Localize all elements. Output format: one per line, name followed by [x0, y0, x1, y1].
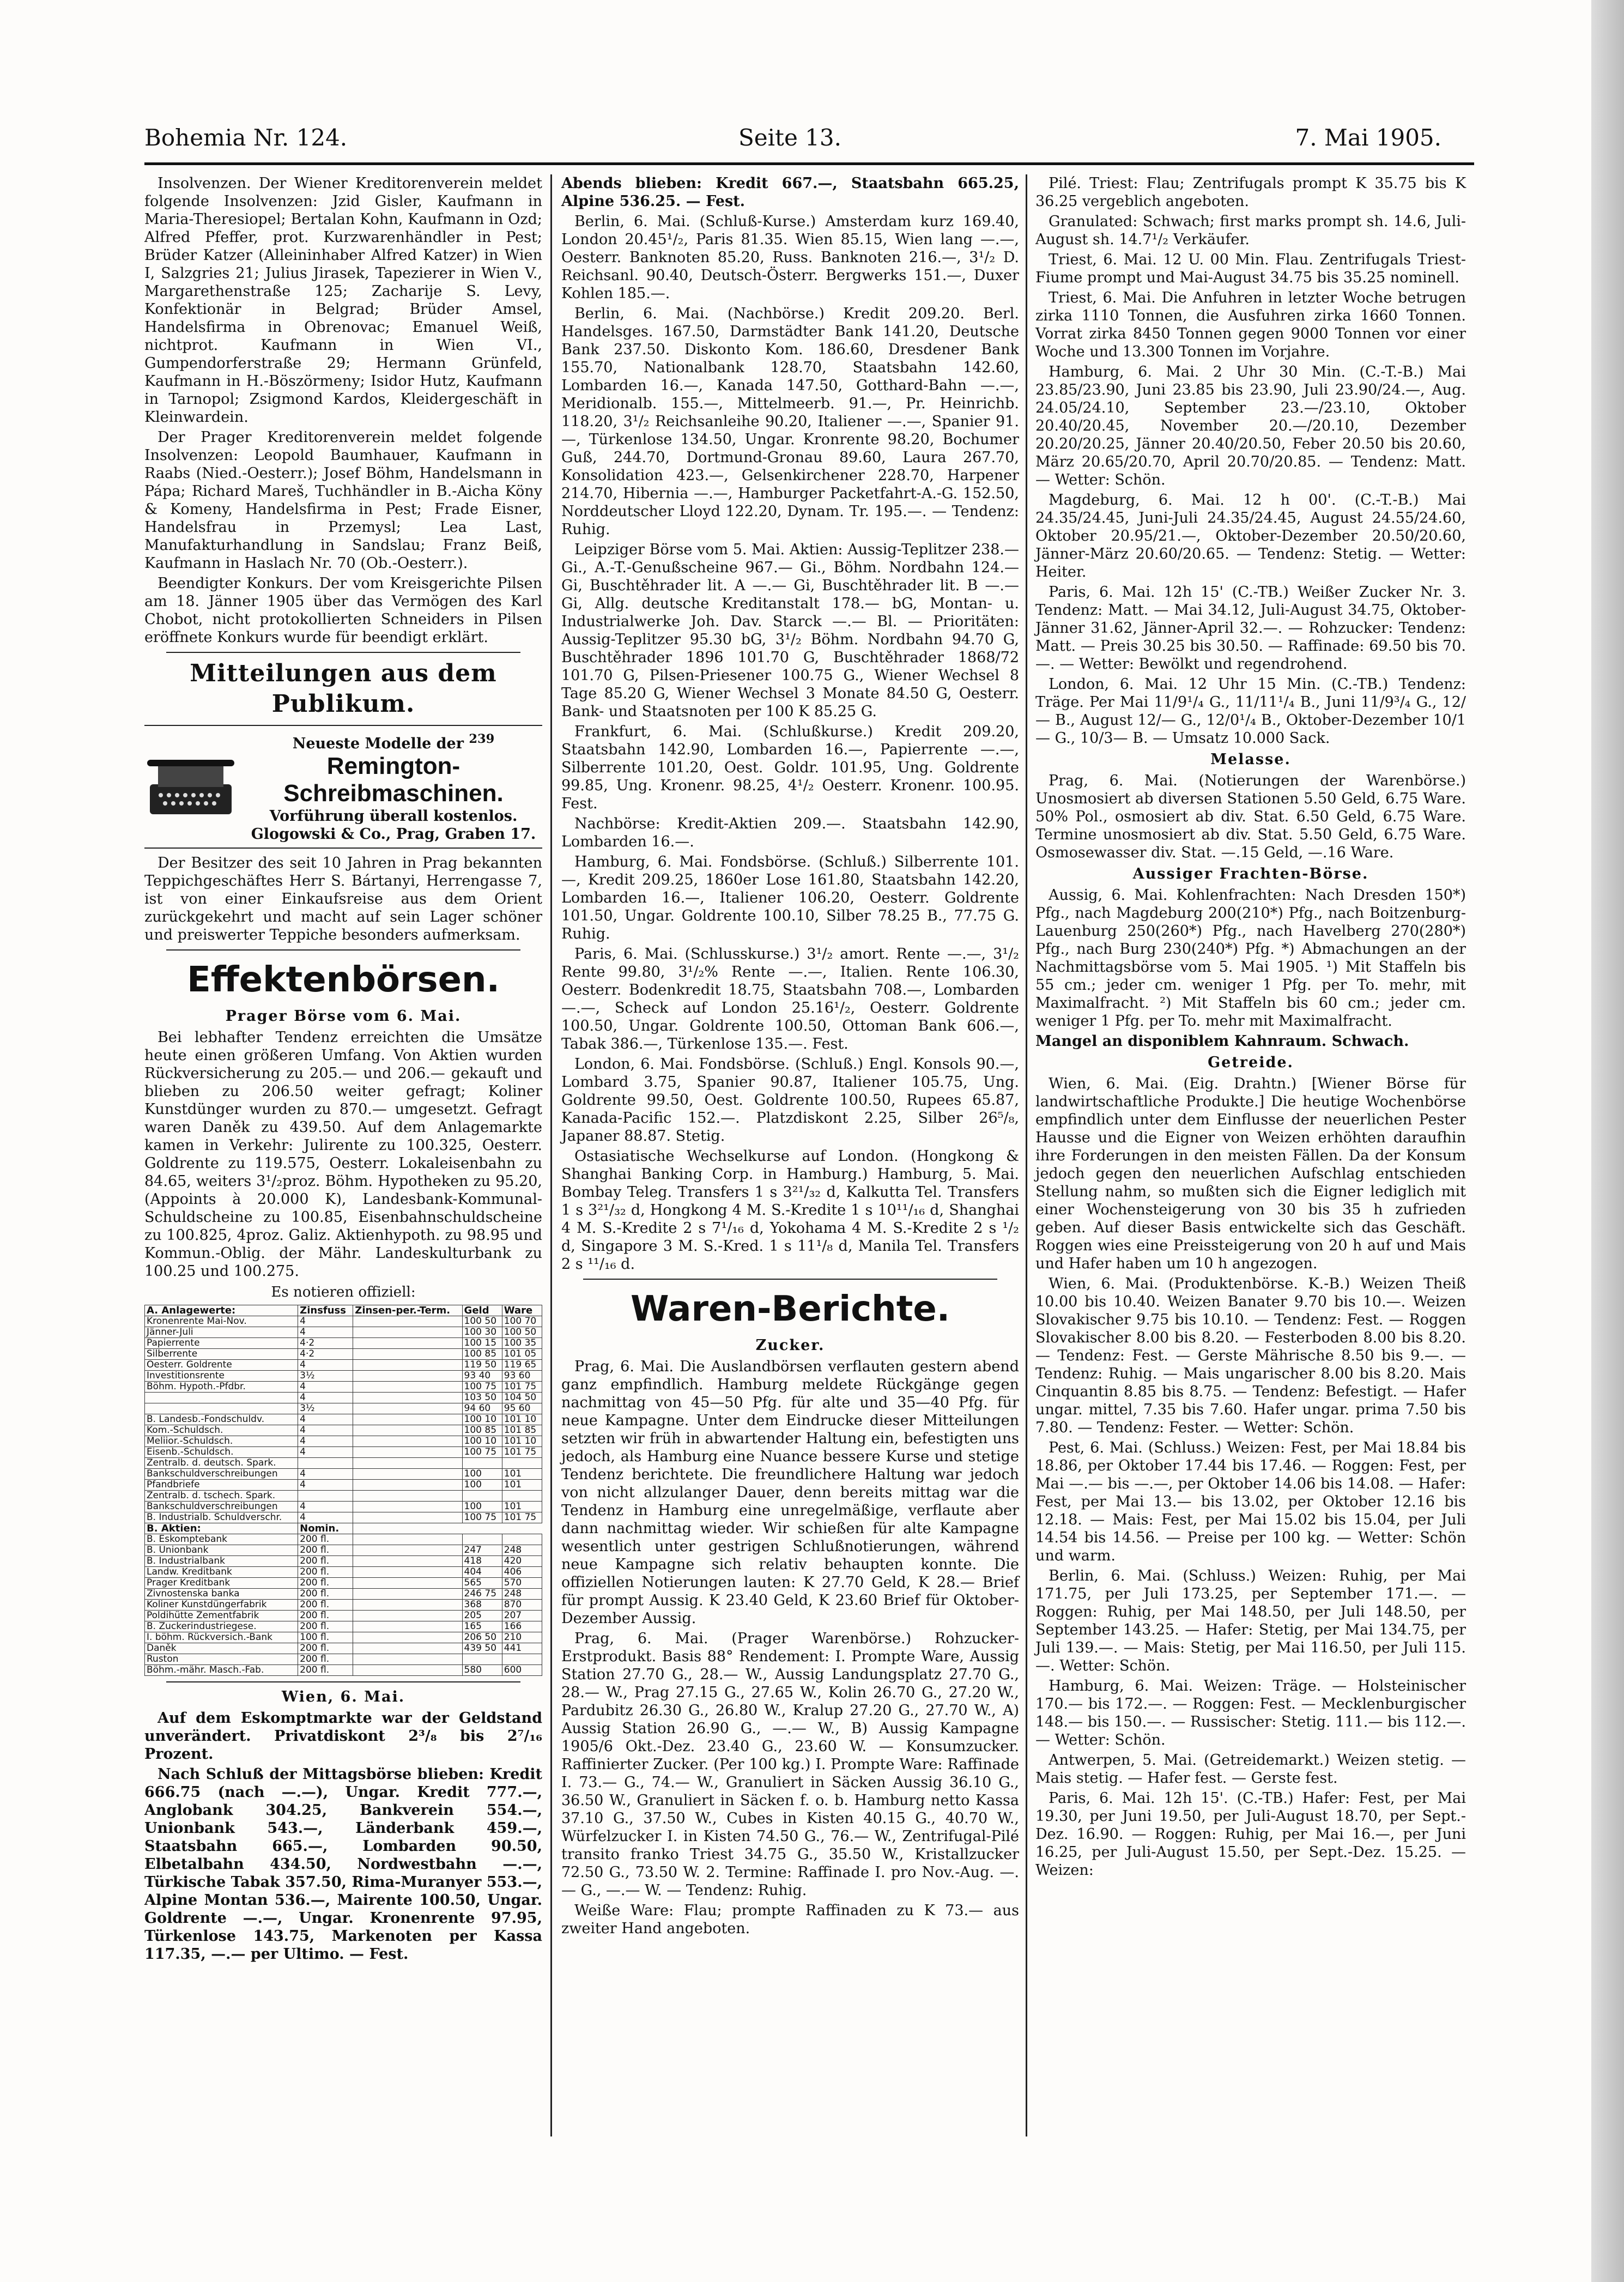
table-cell: 600: [502, 1665, 542, 1676]
subheading: Aussiger Frachten-Börse.: [1132, 865, 1369, 882]
table-row: [145, 1502, 542, 1512]
table-cell: Silberrente: [145, 1349, 298, 1360]
divider: [583, 1279, 997, 1280]
table-cell: Eisenb.-Schuldsch.: [145, 1447, 298, 1458]
table-cell: 4: [298, 1480, 353, 1491]
paris-grain: Paris, 6. Mai. 12h 15'. (C.-TB.) Hafer: Fest, per Mai 19.30, per Juni 19.50, per Juli-August 18.70, per Sept.-Dez. 16.90. — Roggen: Ruhig, per Mai 16.—, per Juni 16.25, per Juli-August 15.50, per Sept.-Dez. 15.25. — Weizen:: [1035, 1790, 1466, 1879]
table-cell: 4: [298, 1360, 353, 1371]
table-header-cell: Geld: [462, 1305, 502, 1316]
table-cell: [145, 1403, 298, 1414]
prague-exchange-text: Bei lebhafter Tendenz erreichten die Umsätze heute einen größeren Umfang. Von Aktien wurden Rückversicherung zu 205.— und 206.— gekauft und blieben zu 206.50 weiter gefragt; Koliner Kunstdünger wurden zu 870.— umgesetzt. Gefragt waren Daněk zu 439.50. Auf dem Anlagemarkte kamen in Verkehr: Julirente zu 100.325, Oesterr. Goldrente zu 119.575, Oesterr. Lokaleisenbahn zu 84.65, weiters 3¹/₂proz. Böhm. Hypotheken zu 95.20, (Appoints à 20.000 K), Landesbank-Kommunal-Schuldscheine zu 100.85, Eisenbahnschuldscheine zu 100.825, 4proz. Galiz. Aktienhypoth. zu 98.95 und Kommun.-Oblig. der Mähr. Landeskulturbank zu 100.25 und 100.275.: [144, 1029, 542, 1280]
table-cell: [353, 1327, 462, 1338]
table-cell: 210: [502, 1632, 542, 1643]
vienna-text: Auf dem Eskomptmarkte war der Geldstand unverändert. Privatdiskont 2³/₈ bis 2⁷/₁₆ Prozent.: [144, 1710, 542, 1763]
table-cell: B. Industrialb. Schuldverschr.: [145, 1512, 298, 1523]
table-row: [145, 1589, 542, 1600]
vienna-products: Wien, 6. Mai. (Produktenbörse. K.-B.) Weizen Theiß 10.00 bis 10.40. Weizen Banater 9.70 bis 10.—. Weizen Slovakischer 9.75 bis 10.10. — Tendenz: Fest. — Roggen Slovakischer 8.00 bis 8.20. — Festerboden 8.00 bis 8.20. — Tendenz: Fest. — Gerste Mährische 8.50 bis 9.—. — Tendenz: Ruhig. — Mais ungarischer 8.00 bis 8.20. Mais Cinquantin 8.85 bis 8.75. — Tendenz: Befestigt. — Hafer ungar. mittel, 7.35 bis 7.60. Hafer ungar. prima 7.50 bis 7.80. — Tendenz: Fester. — Wetter: Schön.: [1035, 1275, 1466, 1436]
table-cell: 100 fl.: [298, 1632, 353, 1643]
table-cell: [353, 1316, 462, 1327]
table-cell: 95 60: [502, 1403, 542, 1414]
column-2: [561, 174, 1019, 1940]
freight-note: Mangel an disponiblem Kahnraum. Schwach.: [1035, 1033, 1409, 1050]
paris-sugar: Paris, 6. Mai. 12h 15' (C.-TB.) Weißer Zucker Nr. 3. Tendenz: Matt. — Mai 34.12, Juli-August 34.75, Oktober-Jänner 31.62, Jänner-April 32.—. — Rohzucker: Tendenz: Matt. — Preis 30.25 bis 30.50. — Raffinade: 69.50 bis 70.—. — Wetter: Bewölkt und regendrohend.: [1035, 584, 1466, 673]
table-cell: 101: [502, 1480, 542, 1491]
table-cell: [353, 1480, 462, 1491]
table-row: [145, 1316, 542, 1327]
table-cell: [353, 1458, 462, 1469]
table-cell: 207: [502, 1611, 542, 1621]
table-cell: [145, 1393, 298, 1403]
table-row: [145, 1414, 542, 1425]
table-cell: 200 fl.: [298, 1567, 353, 1578]
table-row: [145, 1654, 542, 1665]
table-cell: 205: [462, 1611, 502, 1621]
table-row: [145, 1371, 542, 1382]
table-row: [145, 1643, 542, 1654]
ad-line: Vorführung überall kostenlos.: [269, 808, 518, 825]
table-row: [145, 1491, 542, 1502]
frankfurt-close: Frankfurt, 6. Mai. (Schlußkurse.) Kredit 209.20, Staatsbahn 142.90, Lombarden 16.—, Papierrente —.—, Silberrente 101.20, Oest. Goldr. 101.95, Ung. Goldrente 99.85, Ung. Kronenr. 98.25, 4¹/₂ Oesterr. Kronenr. 100.95. Fest.: [561, 723, 1019, 812]
divider: [166, 652, 520, 653]
table-cell: [298, 1491, 353, 1502]
column-divider: [550, 174, 552, 2136]
table-cell: 406: [502, 1567, 542, 1578]
table-header-cell: B. Aktien:: [145, 1523, 298, 1534]
east-asia-rates: Ostasiatische Wechselkurse auf London. (Hongkong & Shanghai Banking Corp. in Hamburg.) Hamburg, 5. Mai. Bombay Teleg. Transfers 1 s 3²¹/₃₂ d, Kalkutta Tel. Transfers 1 s 3²¹/₃₂ d, Hongkong 4 M. S.-Kredite 1 s 10¹¹/₁₆ d, Shanghai 4 M. S.-Kredite 2 s 7¹/₁₆ d, Yokohama 4 M. S.-Kredite 2 s ¹/₂ d, Singapore 3 M. S.-Kred. 1 s 11¹/₈ d, Manila Tel. Transfers 2 s ¹¹/₁₆ d.: [561, 1148, 1019, 1273]
table-cell: 103 50: [462, 1393, 502, 1403]
table-row: [145, 1578, 542, 1589]
table-cell: 4: [298, 1316, 353, 1327]
table-cell: 100 10: [462, 1414, 502, 1425]
table-cell: [353, 1512, 462, 1523]
table-cell: 200 fl.: [298, 1556, 353, 1567]
table-cell: 3½: [298, 1371, 353, 1382]
table-row: [145, 1349, 542, 1360]
table-cell: Kronenrente Mai-Nov.: [145, 1316, 298, 1327]
table-cell: [353, 1534, 462, 1545]
pest-grain: Pest, 6. Mai. (Schluss.) Weizen: Fest, per Mai 18.84 bis 18.86, per Oktober 17.44 bis 17.46. — Roggen: Fest, per Mai —.— bis —.—, per Oktober 14.06 bis 14.08. — Hafer: Fest, per Mai 13.— bis 13.02, per Oktober 12.16 bis 12.18. — Mais: Fest, per Mai 15.02 bis 15.04, per Juli 14.54 bis 14.56. — Preise per 100 kg. — Wetter: Schön und warm.: [1035, 1439, 1466, 1564]
table-cell: 200 fl.: [298, 1600, 353, 1611]
table-cell: 404: [462, 1567, 502, 1578]
table-cell: 165: [462, 1621, 502, 1632]
table-cell: [353, 1502, 462, 1512]
table-cell: 100: [462, 1469, 502, 1480]
table-cell: [353, 1611, 462, 1621]
table-cell: B. Landesb.-Fondschuldv.: [145, 1414, 298, 1425]
table-cell: [462, 1491, 502, 1502]
table-cell: 100 50: [462, 1316, 502, 1327]
quote-table: [144, 1305, 542, 1676]
section-heading: Effektenbörsen.: [187, 960, 500, 1000]
table-cell: 200 fl.: [298, 1665, 353, 1676]
table-cell: Pfandbriefe: [145, 1480, 298, 1491]
vienna-grain: Wien, 6. Mai. (Eig. Drahtn.) [Wiener Börse für landwirtschaftliche Produkte.] Die heutige Wochenbörse empfindlich unter dem Einflusse der neuerlichen Pester Hausse und die Eigner von Weizen erhöhten daraufhin ihre Forderungen in den meisten Fällen. Da der Konsum jedoch gegen den neuerlichen Aufschlag entschieden Stellung nahm, so mußten sich die Eigner lediglich mit einer Wochensteigerung von 30 bis 35 h zufrieden geben. Auf dieser Basis entwickelte sich das Geschäft. Roggen wies eine Preissteigerung von 20 h auf und Mais und Hafer haben um 10 h angezogen.: [1035, 1075, 1466, 1272]
table-cell: [462, 1534, 502, 1545]
table-cell: 119 50: [462, 1360, 502, 1371]
column-3: [1035, 174, 1466, 1881]
table-cell: [353, 1425, 462, 1436]
table-row: [145, 1382, 542, 1393]
table-cell: [353, 1600, 462, 1611]
berlin-after: Berlin, 6. Mai. (Nachbörse.) Kredit 209.20. Berl. Handelsges. 167.50, Darmstädter Bank 141.20, Deutsche Bank 237.50. Diskonto Kom. 186.60, Dresdener Bank 155.70, Nationalbank 128.70, Staatsbahn 142.60, Lombarden 16.—, Kanada 147.50, Gotthard-Bahn —.—, Meridionalb. 155.—, Mittelmeerb. 91.—, Pr. Heinrichb. 118.20, 3¹/₂ Reichsanleihe 90.20, Italiener —.—, Spanier 91.—, Türkenlose 134.50, Ungar. Kronrente 98.20, Bochumer Guß, 244.70, Dortmund-Gronau 89.60, Laura 267.70, Konsolidation 423.—, Gelsenkirchener 228.70, Harpener 214.70, Hibernia —.—, Hamburger Packetfahrt-A.-G. 152.50, Norddeutscher Lloyd 122.20, Dynam. Tr. 195.—. — Tendenz: Ruhig.: [561, 305, 1019, 538]
pile-report: Pilé. Triest: Flau; Zentrifugals prompt K 35.75 bis K 36.25 vergeblich angeboten.: [1035, 175, 1466, 210]
table-cell: 100 10: [462, 1436, 502, 1447]
table-cell: [353, 1403, 462, 1414]
table-cell: 4: [298, 1469, 353, 1480]
table-cell: [353, 1447, 462, 1458]
table-cell: 580: [462, 1665, 502, 1676]
table-cell: 439 50: [462, 1643, 502, 1654]
table-cell: B. Zuckerindustriegese.: [145, 1621, 298, 1632]
table-row: [145, 1534, 542, 1545]
table-cell: Investitionsrente: [145, 1371, 298, 1382]
table-header-cell: A. Anlagewerte:: [145, 1305, 298, 1316]
table-cell: I. böhm. Rückversich.-Bank: [145, 1632, 298, 1643]
table-cell: 100 35: [502, 1338, 542, 1349]
table-row: [145, 1338, 542, 1349]
table-cell: [353, 1371, 462, 1382]
table-cell: Zentralb. d. deutsch. Spark.: [145, 1458, 298, 1469]
table-row: [145, 1567, 542, 1578]
table-row: [145, 1458, 542, 1469]
table-cell: 100: [462, 1502, 502, 1512]
table-cell: Papierrente: [145, 1338, 298, 1349]
london-sugar: London, 6. Mai. 12 Uhr 15 Min. (C.-TB.) Tendenz: Träge. Per Mai 11/9¹/₄ G., 11/11¹/₄ B., Juni 11/9³/₄ G., 12/— B., August 12/— G., 12/0¹/₄ B., Oktober-Dezember 10/1— G., 10/3— B. — Umsatz 10.000 Sack.: [1035, 676, 1466, 747]
hamburg-funds: Hamburg, 6. Mai. Fondsbörse. (Schluß.) Silberrente 101.—, Kredit 209.25, 1860er Lose 161.80, Staatsbahn 142.20, Lombarden 16.—, Italiener 106.20, Oesterr. Goldrente 101.50, Ungar. Goldrente 100.10, Silber 78.25 B., 77.75 G. Ruhig.: [561, 854, 1019, 942]
table-cell: 200 fl.: [298, 1589, 353, 1600]
table-cell: 368: [462, 1600, 502, 1611]
table-cell: 100: [462, 1480, 502, 1491]
table-cell: 4·2: [298, 1349, 353, 1360]
table-cell: [353, 1654, 462, 1665]
table-cell: 4·2: [298, 1338, 353, 1349]
table-cell: 100 15: [462, 1338, 502, 1349]
leipzig-exchange: Leipziger Börse vom 5. Mai. Aktien: Aussig-Teplitzer 238.— Gi., A.-T.-Genußscheine 967.— Gi., Böhm. Nordbahn 124.— Gi, Buschtěhrader lit. A —.— Gi, Buschtěhrader lit. B —.— Gi, Allg. deutsche Kreditanstalt 178.— bG, Montan- u. Industrialwerke Joh. Dav. Starck —.— Bl. — Prioritäten: Aussig-Teplitzer 95.30 bG, 3¹/₂ Böhm. Nordbahn 94.70 G, Buschtěhrader 1896 101.70 G, Buschtěhrader 1868/72 101.70 G, Pilsen-Priesener 100.75 G., Wiener Wechsel 8 Tage 85.20 G, Wiener Wechsel 3 Monate 84.50 G, Oesterr. Bank- und Staatsnoten per 100 K 85.25 G.: [561, 541, 1019, 720]
table-cell: Bankschuldverschreibungen: [145, 1469, 298, 1480]
magdeburg-sugar: Magdeburg, 6. Mai. 12 h 00'. (C.-T.-B.) Mai 24.35/24.45, Juni-Juli 24.35/24.45, August 24.55/24.60, Oktober 20.95/21.—, Oktober-Dezember 20.50/20.60, Jänner-März 20.60/20.65. — Tendenz: Stetig. — Wetter: Heiter.: [1035, 492, 1466, 580]
advertisement: [144, 725, 542, 849]
table-cell: 3½: [298, 1403, 353, 1414]
table-row: [145, 1545, 542, 1556]
table-cell: 119 65: [502, 1360, 542, 1371]
table-row: [145, 1425, 542, 1436]
table-caption: Es notieren offiziell:: [271, 1284, 416, 1300]
section-heading: Mitteilungen aus dem Publikum.: [190, 659, 497, 718]
table-cell: 200 fl.: [298, 1545, 353, 1556]
table-cell: 200 fl.: [298, 1643, 353, 1654]
table-cell: 200 fl.: [298, 1534, 353, 1545]
insolvencies-text: Insolvenzen. Der Wiener Kreditorenverein meldet folgende Insolvenzen: Jzid Gisler, Kaufmann in Maria-Theresiopel; Bertalan Kohn, Kaufmann in Ozd; Alfred Pfeffer, prot. Kurzwarenhändler in Pest; Brüder Katzer (Alleininhaber Alfred Katzer) in Wien I, Salzgries 21; Julius Jirasek, Tapezierer in Wien V., Margarethenstraße 125; Zacharije S. Levy, Konfektionär in Belgrad; Brüder Amsel, Handelsfirma in Obrenovac; Emanuel Weiß, nichtprot. Kaufmann in Wien VI., Gumpendorferstraße 29; Hermann Grünfeld, Kaufmann in H.-Böszörmeny; Isidor Hutz, Kaufmann in Tarnopol; Zsigmond Kardos, Kleidergeschäft in Kleinwardein.: [144, 175, 542, 426]
subheading: Prager Börse vom 6. Mai.: [225, 1008, 462, 1025]
column-1: [144, 174, 542, 1965]
table-cell: [298, 1458, 353, 1469]
table-row: [145, 1632, 542, 1643]
ad-number: 239: [469, 732, 495, 746]
granulated-report: Granulated: Schwach; first marks prompt sh. 14.6, Juli-August sh. 14.7¹/₂ Verkäufer.: [1035, 213, 1466, 248]
table-cell: 101 10: [502, 1436, 542, 1447]
header-date: 7. Mai 1905.: [1295, 124, 1441, 151]
table-cell: [502, 1534, 542, 1545]
table-cell: 4: [298, 1327, 353, 1338]
table-row: [145, 1360, 542, 1371]
sugar-prices: Prag, 6. Mai. (Prager Warenbörse.) Rohzucker-Erstprodukt. Basis 88° Rendement: I. Prompte Ware, Aussig Station 27.70 G., 28.— W., Aussig Landungsplatz 27.70 G., 28.— W., Prag 27.15 G., 27.65 W., Kolin 26.70 G., 27.20 W., Pardubitz 26.30 G., 26.80 W., Kralup 27.20 G., 27.70 W., A) Aussig Station 26.90 G., —.— W., B) Aussig Kampagne 1905/6 Okt.-Dez. 23.40 G., 23.60 W. — Konsumzucker. Raffinierter Zucker. (Per 100 kg.) I. Prompte Ware: Raffinade I. 73.— G., 74.— W., Granuliert in Säcken Aussig 36.10 G., 36.50 W., Granuliert in Säcken f. o. b. Hamburg netto Kassa 37.10 G., 37.50 W., Cubes in Kisten 40.15 G., 40.70 W., Würfelzucker I. in Kisten 74.50 G., 76.— W., Zentrifugal-Pilé transito franko Triest 34.75 G., 35.50 W., Kristallzucker 72.50 G., 73.50 W. 2. Termine: Raffinade I. pro Nov.-Aug. —.— G., —.— W. — Tendenz: Ruhig.: [561, 1630, 1019, 1899]
table-cell: 100 75: [462, 1382, 502, 1393]
ad-line: Neueste Modelle der: [292, 735, 464, 752]
table-row: [145, 1393, 542, 1403]
table-cell: Landw. Kreditbank: [145, 1567, 298, 1578]
table-cell: [353, 1545, 462, 1556]
table-cell: 104 50: [502, 1393, 542, 1403]
table-cell: 200 fl.: [298, 1611, 353, 1621]
table-cell: [353, 1338, 462, 1349]
table-cell: Ruston: [145, 1654, 298, 1665]
table-cell: [353, 1665, 462, 1676]
table-row: [145, 1469, 542, 1480]
table-cell: [353, 1567, 462, 1578]
table-cell: 101: [502, 1502, 542, 1512]
table-cell: 870: [502, 1600, 542, 1611]
ad-address: Glogowski & Co., Prag, Graben 17.: [251, 826, 536, 843]
table-cell: 4: [298, 1502, 353, 1512]
table-cell: 4: [298, 1447, 353, 1458]
london-funds: London, 6. Mai. Fondsbörse. (Schluß.) Engl. Konsols 90.—, Lombard 3.75, Spanier 90.87, Italiener 105.75, Ung. Goldrente 99.50, Oest. Goldrente 100.50, Rupees 65.87, Kanada-Pacific 152.—. Platzdiskont 2.25, Silber 26⁵/₈, Japaner 88.87. Stetig.: [561, 1056, 1019, 1145]
hamburg-grain: Hamburg, 6. Mai. Weizen: Träge. — Holsteinischer 170.— bis 172.—. — Roggen: Fest. — Mecklenburgischer 148.— bis 150.—. — Russischer: Stetig. 111.— bis 112.—. — Wetter: Schön.: [1035, 1678, 1466, 1748]
divider: [166, 1681, 520, 1682]
sugar-report: Prag, 6. Mai. Die Auslandbörsen verflauten gestern abend ganz empfindlich. Hamburg meldete Rückgänge gegen nachmittag von 45—50 Pfg. für alte und 35—40 Pfg. für neue Kampagne. Unter dem Eindrucke dieser Mitteilungen setzten wir früh in abwartender Haltung ein, befestigten uns jedoch, als Hamburg eine Nuance bessere Kurse und stetige Tendenz berichtete. Die freundlichere Haltung war jedoch von nicht allzulanger Dauer, denn bereits mittag war die Tendenz in Hamburg eine unregelmäßige, verflaute aber dann nachmittag wieder. Wir schießen für alte Kampagne wesentlich unter gestrigen Schlußnotierungen, während neue Kampagne sich relativ behaupten konnte. Die offiziellen Notierungen lauten: K 27.70 Geld, K 28.— Brief für prompt Aussig. K 23.40 Geld, K 23.60 Brief für Oktober-Dezember Aussig.: [561, 1358, 1019, 1627]
table-cell: 248: [502, 1589, 542, 1600]
table-cell: Zentralb. d. tschech. Spark.: [145, 1491, 298, 1502]
table-cell: 93 60: [502, 1371, 542, 1382]
table-cell: [353, 1414, 462, 1425]
table-row: [145, 1480, 542, 1491]
table-cell: [353, 1469, 462, 1480]
subheading: Getreide.: [1208, 1054, 1294, 1071]
page-header: [144, 124, 1441, 157]
berlin-close: Berlin, 6. Mai. (Schluß-Kurse.) Amsterdam kurz 169.40, London 20.45¹/₂, Paris 81.35. Wien 85.15, Wien lang —.—, Oesterr. Banknoten 85.20, Russ. Banknoten 216.—, 3¹/₂ D. Reichsanl. 90.40, Deutsch-Österr. Bergwerks 151.—, Duxer Kohlen 185.—.: [561, 213, 1019, 302]
column-divider: [1026, 174, 1027, 2136]
table-cell: Zivnostenska banka: [145, 1589, 298, 1600]
table-header-cell: Zinsfuss: [298, 1305, 353, 1316]
carpet-notice: Der Besitzer des seit 10 Jahren in Prag bekannten Teppichgeschäftes Herr S. Bártanyi, Herrengasse 7, ist von einer Einkaufsreise aus dem Orient zurückgekehrt und macht auf sein Lager schöner und preiswerter Teppiche besonders aufmerksam.: [144, 855, 542, 943]
header-rule: [144, 162, 1474, 165]
vienna-closing-text: Nach Schluß der Mittagsbörse blieben: Kredit 666.75 (nach —.—), Ungar. Kredit 777.—, Anglobank 304.25, Bankverein 554.—, Unionbank 543.—, Länderbank 459.—, Staatsbahn 665.—, Lombarden 90.50, Elbetalbahn 434.50, Nordwestbahn —.—, Türkische Tabak 357.50, Rima-Muranyer 553.—, Alpine Montan 536.—, Mairente 100.50, Ungar. Goldrente —.—, Ungar. Kronenrente 97.95, Türkenlose 143.75, Markenoten per Kassa 117.35, —.— per Ultimo. — Fest.: [144, 1766, 542, 1963]
page-edge: [1591, 0, 1624, 2282]
table-cell: 94 60: [462, 1403, 502, 1414]
table-row: [145, 1447, 542, 1458]
table-cell: Koliner Kunstdüngerfabrik: [145, 1600, 298, 1611]
table-cell: 101 75: [502, 1447, 542, 1458]
table-cell: 4: [298, 1414, 353, 1425]
table-cell: 441: [502, 1643, 542, 1654]
trieste-stock: Triest, 6. Mai. Die Anfuhren in letzter Woche betrugen zirka 1110 Tonnen, die Ausfuhren zirka 1660 Tonnen. Vorrat zirka 8450 Tonnen gegen 9000 Tonnen vor einer Woche und 13.300 Tonnen im Vorjahre.: [1035, 289, 1466, 360]
table-cell: 200 fl.: [298, 1621, 353, 1632]
table-cell: 200 fl.: [298, 1654, 353, 1665]
table-row: [145, 1556, 542, 1567]
table-cell: 4: [298, 1382, 353, 1393]
table-cell: 248: [502, 1545, 542, 1556]
table-cell: 100 70: [502, 1316, 542, 1327]
hamburg-sugar: Hamburg, 6. Mai. 2 Uhr 30 Min. (C.-T.-B.) Mai 23.85/23.90, Juni 23.85 bis 23.90, Juli 23.90/24.—, Aug. 24.05/24.10, September 23.—/23.10, Oktober 20.40/20.45, November 20.—/20.10, Dezember 20.20/20.25, Jänner 20.40/20.50, Feber 20.50 bis 20.60, März 20.65/20.70, April 20.70/20.85. — Tendenz: Matt. — Wetter: Schön.: [1035, 364, 1466, 488]
table-cell: 247: [462, 1545, 502, 1556]
table-header-cell: Zinsen-per.-Term.: [353, 1305, 462, 1316]
table-cell: 246 75: [462, 1589, 502, 1600]
prague-insolvencies-text: Der Prager Kreditorenverein meldet folgende Insolvenzen: Leopold Baumhauer, Kaufmann in Raabs (Nied.-Oesterr.); Josef Böhm, Handelsmann in Pápa; Richard Mareš, Tuchhändler in B.-Aicha Köny & Komeny, Handelsfirma in Pest; Frade Eisner, Handelsfrau in Przemysl; Lea Last, Manufakturhandlung in Sandslau; Franz Beiß, Kaufmann in Haslach Nr. 70 (Ob.-Oesterr.).: [144, 429, 542, 572]
table-cell: 420: [502, 1556, 542, 1567]
table-cell: [462, 1654, 502, 1665]
table-row: [145, 1512, 542, 1523]
table-cell: 100 75: [462, 1512, 502, 1523]
table-cell: Böhm. Hypoth.-Pfdbr.: [145, 1382, 298, 1393]
table-cell: [353, 1349, 462, 1360]
table-row: [145, 1403, 542, 1414]
table-cell: [353, 1632, 462, 1643]
table-cell: Oesterr. Goldrente: [145, 1360, 298, 1371]
white-ware: Weiße Ware: Flau; prompte Raffinaden zu K 73.— aus zweiter Hand angeboten.: [561, 1902, 1019, 1937]
table-cell: 4: [298, 1393, 353, 1403]
table-header-cell: Nomin.: [298, 1523, 353, 1534]
subheading: Melasse.: [1210, 751, 1291, 768]
table-cell: [353, 1578, 462, 1589]
table-row: [145, 1600, 542, 1611]
table-cell: 100 85: [462, 1425, 502, 1436]
typewriter-icon: [144, 754, 237, 820]
table-cell: [353, 1436, 462, 1447]
table-row: [145, 1436, 542, 1447]
header-page-number: Seite 13.: [738, 124, 841, 151]
table-cell: B. Eskomptebank: [145, 1534, 298, 1545]
table-cell: 101 75: [502, 1512, 542, 1523]
table-cell: [353, 1556, 462, 1567]
frankfurt-after: Nachbörse: Kredit-Aktien 209.—. Staatsbahn 142.90, Lombarden 16.—.: [561, 815, 1019, 850]
table-cell: 565: [462, 1578, 502, 1589]
table-cell: 4: [298, 1425, 353, 1436]
table-cell: [502, 1458, 542, 1469]
antwerp-grain: Antwerpen, 5. Mai. (Getreidemarkt.) Weizen stetig. — Mais stetig. — Hafer fest. — Gerste fest.: [1035, 1752, 1466, 1787]
table-cell: Prager Kreditbank: [145, 1578, 298, 1589]
paris-close: Paris, 6. Mai. (Schlusskurse.) 3¹/₂ amort. Rente —.—, 3¹/₂ Rente 99.80, 3¹/₂% Rente —.—, Italien. Rente 106.30, Oesterr. Bodenkredit 18.75, Staatsbahn 708.—, Lombarden —.—, Scheck auf London 25.16¹/₂, Oesterr. Goldrente 100.50, Ungar. Goldrente 100.50, Ottoman Bank 606.—, Tabak 386.—, Türkenlose 135.—. Fest.: [561, 946, 1019, 1052]
table-cell: 100 50: [502, 1327, 542, 1338]
table-cell: 101 10: [502, 1414, 542, 1425]
divider: [166, 949, 520, 951]
table-header-cell: Ware: [502, 1305, 542, 1316]
table-cell: 101 85: [502, 1425, 542, 1436]
ad-brand: Remington-Schreibmaschinen.: [283, 753, 504, 807]
table-cell: 206 50: [462, 1632, 502, 1643]
bankruptcy-text: Beendigter Konkurs. Der vom Kreisgerichte Pilsen am 18. Jänner 1905 über das Vermögen des Karl Chobot, nicht protokollierten Schneiders in Pilsen eröffnete Konkurs wurde für beendigt erklärt.: [144, 575, 542, 646]
table-row: [145, 1611, 542, 1621]
subheading: Wien, 6. Mai.: [281, 1688, 405, 1705]
table-cell: B. Unionbank: [145, 1545, 298, 1556]
table-cell: 200 fl.: [298, 1578, 353, 1589]
table-cell: [462, 1458, 502, 1469]
trieste-report: Triest, 6. Mai. 12 U. 00 Min. Flau. Zentrifugals Triest-Fiume prompt und Mai-August 34.75 bis 35.25 nominell.: [1035, 251, 1466, 286]
table-cell: [353, 1393, 462, 1403]
table-cell: [502, 1654, 542, 1665]
subheading: Zucker.: [755, 1337, 825, 1354]
table-cell: 101 05: [502, 1349, 542, 1360]
table-cell: Poldihütte Zementfabrik: [145, 1611, 298, 1621]
table-cell: 100 85: [462, 1349, 502, 1360]
table-cell: 418: [462, 1556, 502, 1567]
table-row: [145, 1327, 542, 1338]
table-row: [145, 1665, 542, 1676]
table-cell: 100 75: [462, 1447, 502, 1458]
header-paper-name: Bohemia Nr. 124.: [144, 124, 348, 151]
freight-report: Aussig, 6. Mai. Kohlenfrachten: Nach Dresden 150*) Pfg., nach Magdeburg 200(210*) Pfg., nach Boitzenburg-Lauenburg 250(260*) Pfg., nach Havelberg 270(280*) Pfg., nach Burg 230(240*) Pfg. *) Abmachungen an der Nachmittagsbörse vom 5. Mai 1905. ¹) Mit Staffeln bis 55 cm.; jeder cm. weniger 1 Pfg. per To. mehr, mit Maximalfracht. ²) Mit Staffeln bis 60 cm.; jeder cm. weniger 1 Pfg. per To. mehr mit Maximalfracht.: [1035, 887, 1466, 1030]
table-cell: B. Industrialbank: [145, 1556, 298, 1567]
table-cell: [353, 1382, 462, 1393]
evening-close: Abends blieben: Kredit 667.—, Staatsbahn 665.25, Alpine 536.25. — Fest.: [561, 175, 1019, 210]
table-row: [145, 1621, 542, 1632]
table-cell: 4: [298, 1436, 353, 1447]
table-cell: Kom.-Schuldsch.: [145, 1425, 298, 1436]
table-cell: Bankschuldverschreibungen: [145, 1502, 298, 1512]
table-cell: Meliior.-Schuldsch.: [145, 1436, 298, 1447]
section-heading: Waren-Berichte.: [630, 1289, 950, 1329]
table-cell: [502, 1491, 542, 1502]
molasses-report: Prag, 6. Mai. (Notierungen der Warenbörse.) Unosmosiert ab diversen Stationen 5.50 Geld, 6.75 Ware. 50% Pol., osmosiert ab div. Stat. 6.50 Geld, 6.75 Ware. Termine unosmosiert ab div. Stat. 5.50 Geld, 6.75 Ware. Osmosewasser div. Stat. —.15 Geld, —.16 Ware.: [1035, 772, 1466, 861]
table-cell: 101: [502, 1469, 542, 1480]
table-cell: [353, 1491, 462, 1502]
table-cell: 570: [502, 1578, 542, 1589]
table-cell: 100 30: [462, 1327, 502, 1338]
table-cell: 4: [298, 1512, 353, 1523]
table-cell: [353, 1589, 462, 1600]
table-cell: [353, 1643, 462, 1654]
table-cell: Jänner-Juli: [145, 1327, 298, 1338]
berlin-grain: Berlin, 6. Mai. (Schluss.) Weizen: Ruhig, per Mai 171.75, per Juli 173.25, per September 171.—. — Roggen: Ruhig, per Mai 148.50, per Juli 148.50, per September 143.25. — Hafer: Stetig, per Mai 134.75, per Juli 139.—. — Mais: Stetig, per Mai 116.50, per Juli 115.—. Wetter: Schön.: [1035, 1567, 1466, 1674]
table-cell: 93 40: [462, 1371, 502, 1382]
table-cell: [353, 1360, 462, 1371]
table-cell: [353, 1621, 462, 1632]
table-cell: Daněk: [145, 1643, 298, 1654]
table-cell: 166: [502, 1621, 542, 1632]
table-cell: Böhm.-mähr. Masch.-Fab.: [145, 1665, 298, 1676]
table-cell: 101 75: [502, 1382, 542, 1393]
